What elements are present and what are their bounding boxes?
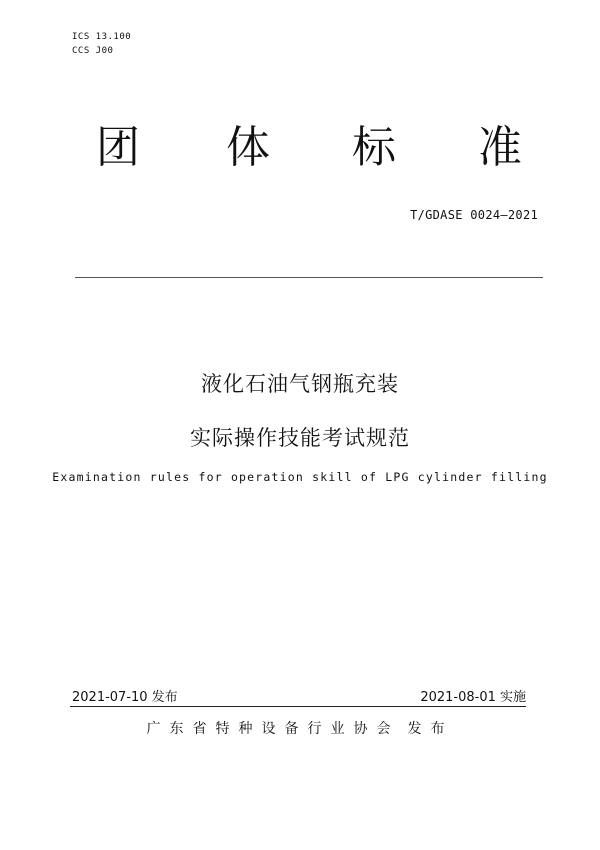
issue-date: 2021-07-10 发布 <box>72 690 178 705</box>
ccs-code: CCS J00 <box>72 46 114 56</box>
footer-divider <box>70 706 526 707</box>
classification-codes <box>72 30 131 58</box>
document-title-line1: 液化石油气钢瓶充装 <box>201 372 399 396</box>
issuer-line <box>0 718 600 738</box>
standard-number: T/GDASE 0024—2021 <box>410 208 538 222</box>
document-title-line2: 实际操作技能考试规范 <box>190 426 410 450</box>
standard-type-char: 体 <box>226 122 270 173</box>
standard-type-char: 标 <box>352 122 396 173</box>
standard-type-char: 团 <box>96 122 140 173</box>
standard-type-heading <box>80 118 530 178</box>
issuer-name: 广东省特种设备行业协会 <box>146 721 400 737</box>
issuer-action: 发布 <box>407 721 454 737</box>
english-title: Examination rules for operation skill of LPG cylinder filling <box>52 470 548 484</box>
ics-code: ICS 13.100 <box>72 32 132 42</box>
header-divider <box>75 277 543 278</box>
standard-type-char: 准 <box>478 122 522 173</box>
implementation-date: 2021-08-01 实施 <box>420 690 526 705</box>
